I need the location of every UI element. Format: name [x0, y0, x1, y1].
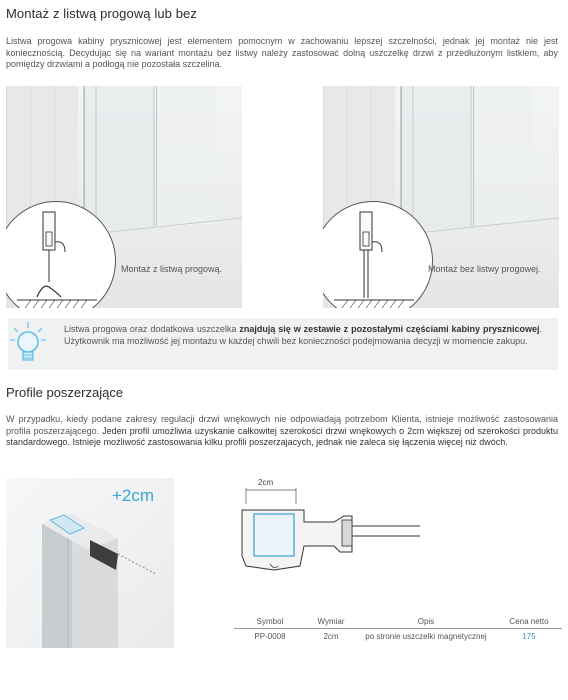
extension-badge: +2cm	[112, 486, 155, 505]
caption-with-threshold: Montaż z listwą progową.	[121, 264, 223, 274]
dimension-label: 2cm	[258, 478, 274, 487]
info-text: Listwa progowa oraz dodatkowa uszczelka znajdują się w zestawie z pozostałymi częściami kabiny prysznicowej. Użytkownik ma możliwość jej montażu w każdej chwili bez konieczności podejmowania decyzji w momencie zakupu.	[64, 324, 543, 346]
lightbulb-icon	[8, 320, 48, 370]
table-header-row	[234, 615, 562, 629]
caption-without-threshold: Montaż bez listwy progowej.	[428, 264, 541, 274]
col-size: Wymiar	[317, 617, 345, 626]
col-desc: Opis	[417, 617, 435, 626]
photo-with-threshold	[6, 86, 242, 308]
section-title-threshold: Montaż z listwą progową lub bez	[6, 6, 197, 21]
threshold-paragraph: Listwa progowa kabiny prysznicowej jest elementem pomocnym w zachowaniu lepszej szczelności, jednak jej montaż nie jest koniecznością. Decydując się na wariant montażu bez listwy należy zastosować dolną uszczelkę drzwi z przedłużonym listkiem, aby pomiędzy drzwiami a podłogą nie pozostała szczelina.	[6, 36, 558, 70]
profiles-paragraph: W przypadku, kiedy podane zakresy regulacji drzwi wnękowych nie odpowiadają potrzebom Klienta, istnieje możliwość zastosowania profila poszerzającego. Jeden profil umożliwia uzyskanie całkowitej szerokości drzwi wnękowych o 2cm większej od szerokości produktu standardowego. Istnieje możliwość zastosowania kilku profili poszerzajacych, jednak nie zaleca się łączenia więcej niż dwóch.	[6, 414, 558, 448]
cell-symbol: PP-0008	[254, 631, 286, 641]
col-symbol: Symbol	[256, 617, 284, 626]
section-title-profiles: Profile poszerzające	[6, 385, 124, 400]
cell-size: 2cm	[323, 631, 339, 641]
photo-without-threshold	[323, 86, 559, 308]
col-price: Cena netto	[509, 617, 549, 626]
profile-cross-section	[234, 476, 424, 581]
cell-desc: po stronie uszczelki magnetycznej	[365, 631, 487, 641]
table-row	[234, 629, 562, 643]
price-table	[234, 615, 562, 643]
cell-price: 175	[522, 631, 536, 641]
